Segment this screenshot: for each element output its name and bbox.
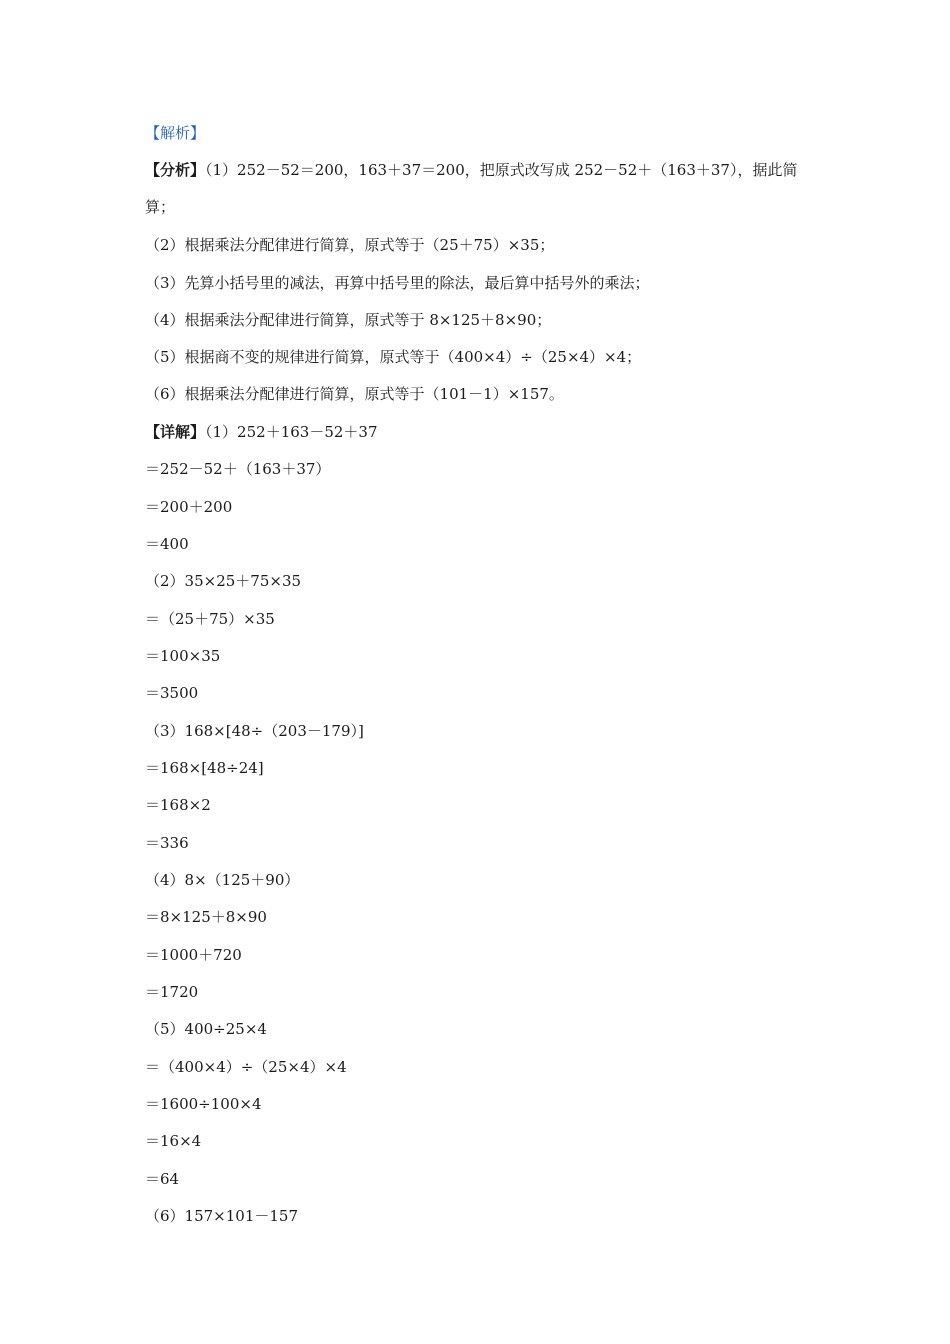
calc-line: ＝（400×4）÷（25×4）×4: [145, 1058, 347, 1076]
analysis-point: （4）根据乘法分配律进行简算，原式等于 8×125＋8×90；: [145, 311, 552, 329]
section-tag-jiexi: 【解析】: [145, 124, 206, 142]
calc-line: ＝252－52＋（163＋37）: [145, 460, 331, 478]
calc-line: ＝8×125＋8×90: [145, 908, 267, 926]
calc-line: ＝200＋200: [145, 498, 233, 516]
calc-line: ＝400: [145, 535, 189, 553]
calc-line: ＝（25＋75）×35: [145, 610, 275, 628]
calc-line: ＝1600÷100×4: [145, 1095, 262, 1113]
calc-line: （4）8×（125＋90）: [145, 871, 300, 889]
analysis-point: （2）根据乘法分配律进行简算，原式等于（25＋75）×35；: [145, 236, 555, 254]
calc-line: ＝64: [145, 1170, 180, 1188]
calc-line: ＝16×4: [145, 1132, 202, 1150]
calc-line: （5）400÷25×4: [145, 1020, 267, 1038]
analysis-point: （5）根据商不变的规律进行简算，原式等于（400×4）÷（25×4）×4；: [145, 348, 642, 366]
calc-line: ＝168×2: [145, 796, 211, 814]
calc-line: ＝100×35: [145, 647, 221, 665]
calc-line: ＝168×[48÷24]: [145, 759, 264, 777]
analysis-label: 【分析】: [145, 161, 206, 179]
detail-first-line: [145, 421, 378, 443]
detail-label: 【详解】: [145, 423, 206, 441]
analysis-point: （3）先算小括号里的减法，再算中括号里的除法，最后算中括号外的乘法；: [145, 274, 650, 292]
calc-line: ＝1720: [145, 983, 199, 1001]
calc-line: （3）168×[48÷（203－179）]: [145, 722, 364, 740]
calc-line: ＝1000＋720: [145, 946, 242, 964]
calc-line: （2）35×25＋75×35: [145, 572, 302, 590]
calc-line: （6）157×101－157: [145, 1207, 299, 1225]
analysis-point: （6）根据乘法分配律进行简算，原式等于（101－1）×157。: [145, 385, 564, 403]
detail-first-text: （1）252＋163－52＋37: [205, 423, 378, 441]
calc-line: ＝336: [145, 834, 189, 852]
calc-line: ＝3500: [145, 684, 199, 702]
analysis-intro-text: （1）252－52＝200，163＋37＝200，把原式改写成 252－52＋（163＋37），据此简算；: [145, 161, 798, 216]
analysis-intro: [145, 152, 810, 226]
